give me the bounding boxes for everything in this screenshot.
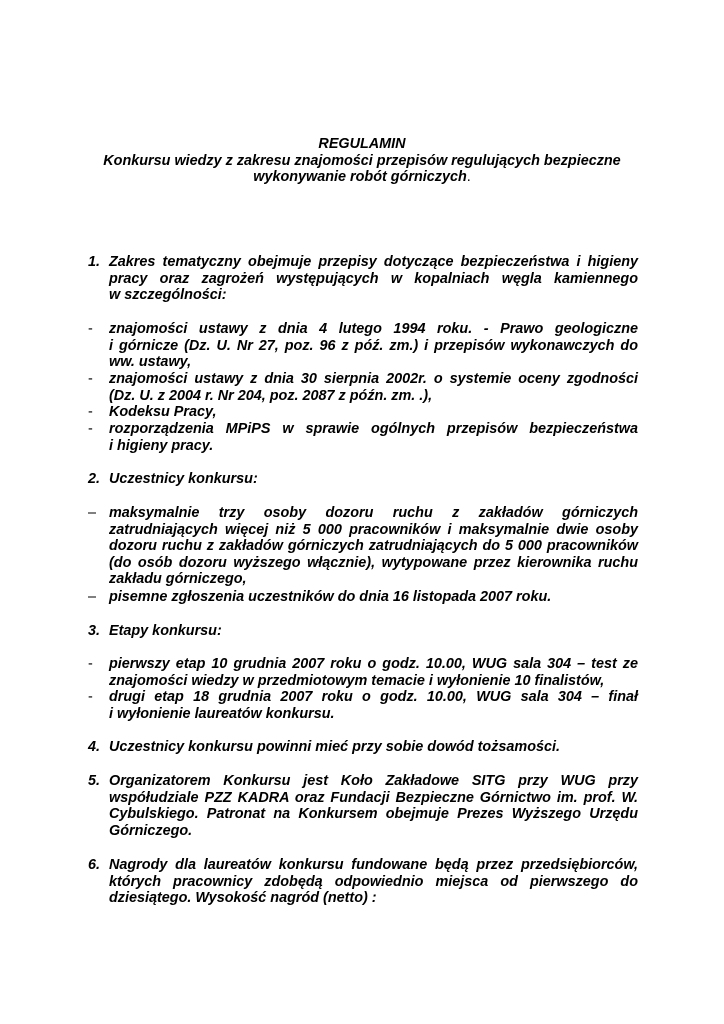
- list-item: [88, 404, 638, 421]
- list-item: [88, 689, 638, 722]
- text-line: Organizatorem Konkursu jest Koło Zakładowe SITG przy WUG przy: [109, 773, 638, 789]
- text-line: maksymalnie trzy osoby dozoru ruchu z zakładów górniczych: [109, 505, 638, 521]
- text-line: Zakres tematyczny obejmuje przepisy dotyczące bezpieczeństwa i higieny: [109, 254, 638, 270]
- list-item-text: [109, 371, 638, 404]
- list-item: [88, 589, 638, 606]
- text-line: w szczególności:: [109, 287, 227, 304]
- text-line: współudziale PZZ KADRA oraz Fundacji Bezpieczne Górnictwo im. prof. W.: [109, 789, 638, 806]
- list-item-text: [109, 404, 638, 421]
- document-title: REGULAMIN: [318, 136, 406, 152]
- section-number: 3.: [88, 623, 101, 639]
- list-item: [88, 656, 638, 689]
- list-item-text: [109, 505, 638, 588]
- list-item: [88, 371, 638, 404]
- section-6: [88, 857, 638, 907]
- section-number: 2.: [88, 471, 101, 487]
- text-line: Uczestnicy konkursu powinni mieć przy sobie dowód tożsamości.: [109, 739, 561, 755]
- list-item-text: [109, 689, 638, 722]
- section-text: [109, 857, 638, 907]
- text-line: i wyłonienie laureatów konkursu.: [109, 705, 335, 722]
- bullet-dash: -: [88, 321, 93, 337]
- bullet-dash: -: [88, 371, 93, 387]
- section-text: [109, 739, 638, 756]
- text-line: których pracownicy zdobędą odpowiednio miejsca od pierwszego do: [109, 873, 638, 890]
- text-line: znajomości ustawy z dnia 30 sierpnia 2002r. o systemie oceny zgodności: [109, 371, 638, 387]
- bullet-dash: -: [88, 404, 93, 420]
- document-header: [0, 136, 724, 186]
- text-line: Kodeksu Pracy,: [109, 404, 217, 420]
- text-line: Nagrody dla laureatów konkursu fundowane będą przez przedsiębiorców,: [109, 857, 638, 873]
- text-line: i higieny pracy.: [109, 437, 214, 454]
- list-item-text: [109, 321, 638, 371]
- list-item: [88, 421, 638, 454]
- text-line: i górnicze (Dz. U. Nr 27, poz. 96 z póź. zm.) i przepisów wykonawczych do: [109, 337, 638, 354]
- section-text: [109, 773, 638, 839]
- section-2: [88, 471, 638, 488]
- text-line: Uczestnicy konkursu:: [109, 471, 258, 487]
- subtitle-period: .: [466, 169, 471, 186]
- text-line: znajomości wiedzy w przedmiotowym temacie i wyłonienie 10 finalistów,: [109, 672, 605, 689]
- text-line: pierwszy etap 10 grudnia 2007 roku o godz. 10.00, WUG sala 304 – test ze: [109, 656, 638, 672]
- section-4: [88, 739, 638, 756]
- list-item-text: [109, 589, 638, 606]
- subtitle-text: wykonywanie robót górniczych: [253, 169, 467, 186]
- text-line: dziesiątego. Wysokość nagród (netto) :: [109, 890, 377, 907]
- section-text: [109, 623, 638, 640]
- bullet-dash: -: [88, 656, 93, 672]
- bullet-dash: -: [88, 689, 93, 705]
- list-item: [88, 321, 638, 371]
- section-number: 5.: [88, 773, 101, 789]
- section-text: [109, 254, 638, 304]
- section-number: 4.: [88, 739, 101, 755]
- text-line: pracy oraz zagrożeń występujących w kopalniach węgla kamiennego: [109, 270, 638, 287]
- text-line: Cybulskiego. Patronat na Konkursem obejmuje Prezes Wyższego Urzędu: [109, 806, 638, 823]
- section-number: 1.: [88, 254, 101, 270]
- document-subtitle-line-1: Konkursu wiedzy z zakresu znajomości przepisów regulujących bezpieczne: [103, 152, 621, 169]
- list-item-text: [109, 656, 638, 689]
- text-line: zatrudniających więcej niż 5 000 pracowników i maksymalnie dwie osoby: [109, 521, 638, 538]
- section-text: [109, 471, 638, 488]
- text-line: (do osób dozoru wyższego włącznie), wytypowane przez kierownika ruchu: [109, 554, 638, 571]
- section-3: [88, 623, 638, 640]
- list-item: [88, 505, 638, 588]
- text-line: Etapy konkursu:: [109, 623, 222, 639]
- section-5: [88, 773, 638, 839]
- text-line: Górniczego.: [109, 822, 193, 839]
- text-line: rozporządzenia MPiPS w sprawie ogólnych przepisów bezpieczeństwa: [109, 421, 638, 437]
- bullet-dash: –: [88, 589, 97, 605]
- text-line: ww. ustawy,: [109, 354, 192, 371]
- text-line: zakładu górniczego,: [109, 571, 247, 588]
- bullet-dash: -: [88, 421, 93, 437]
- text-line: znajomości ustawy z dnia 4 lutego 1994 roku. - Prawo geologiczne: [109, 321, 638, 337]
- section-number: 6.: [88, 857, 101, 873]
- section-1: [88, 254, 638, 304]
- text-line: (Dz. U. z 2004 r. Nr 204, poz. 2087 z późn. zm. .),: [109, 387, 433, 404]
- text-line: pisemne zgłoszenia uczestników do dnia 16 listopada 2007 roku.: [109, 589, 552, 605]
- list-item-text: [109, 421, 638, 454]
- text-line: drugi etap 18 grudnia 2007 roku o godz. 10.00, WUG sala 304 – finał: [109, 689, 638, 705]
- document-subtitle-line-2: [0, 169, 724, 186]
- text-line: dozoru ruchu z zakładów górniczych zatrudniających do 5 000 pracowników: [109, 538, 638, 555]
- bullet-dash: –: [88, 505, 97, 521]
